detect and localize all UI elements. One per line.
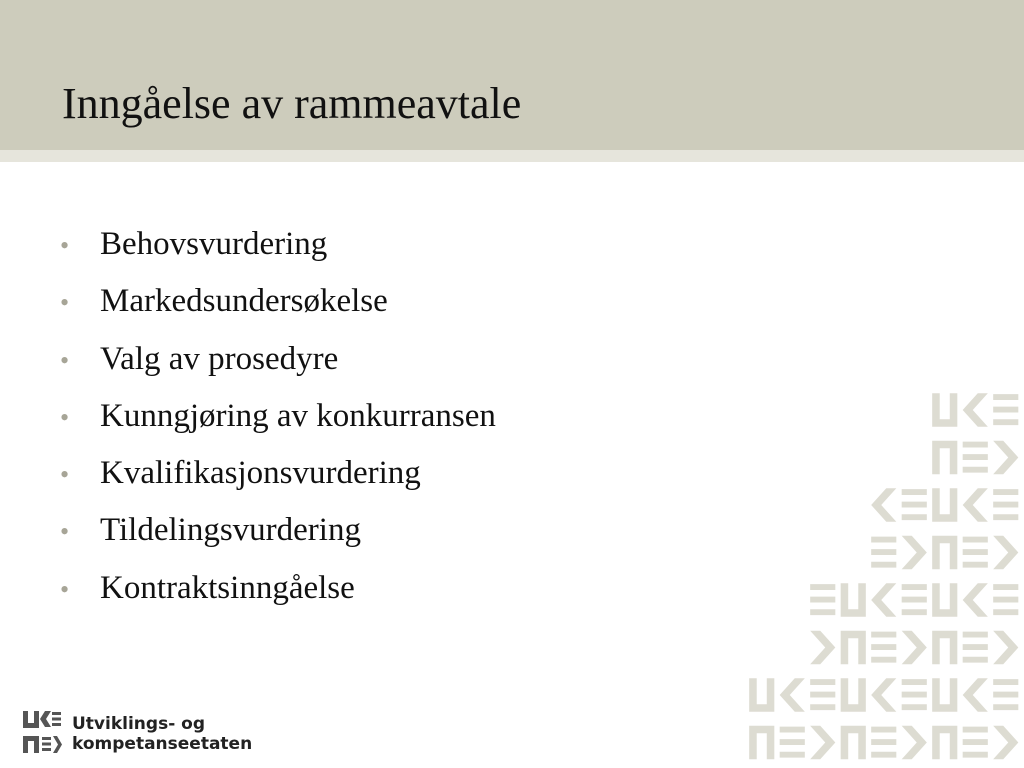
pattern-glyph xyxy=(993,394,1018,425)
pattern-glyph xyxy=(932,536,957,570)
pattern-glyph xyxy=(993,726,1018,760)
pattern-glyph xyxy=(749,678,774,712)
bullet-item xyxy=(60,394,496,451)
pattern-glyph xyxy=(993,584,1018,615)
pattern-glyph xyxy=(810,584,835,615)
pattern-glyph xyxy=(932,678,957,712)
bullet-text: Markedsundersøkelse xyxy=(100,283,388,320)
bullet-dot-icon: • xyxy=(60,288,70,318)
decorative-glyph-pattern xyxy=(690,380,1024,768)
bullet-item xyxy=(60,508,496,565)
pattern-glyph xyxy=(902,584,927,615)
bullet-dot-icon: • xyxy=(60,402,70,432)
pattern-glyph xyxy=(871,678,896,712)
pattern-glyph xyxy=(902,489,927,520)
pattern-glyph xyxy=(841,631,866,665)
pattern-glyph xyxy=(963,537,988,568)
pattern-glyph xyxy=(993,441,1018,475)
pattern-glyph xyxy=(932,393,957,427)
bullet-text: Valg av prosedyre xyxy=(100,340,339,377)
bullet-item xyxy=(60,279,496,336)
pattern-glyph xyxy=(963,488,988,522)
bullet-item xyxy=(60,451,496,508)
pattern-glyph xyxy=(993,489,1018,520)
pattern-glyph xyxy=(841,583,866,617)
pattern-rows xyxy=(749,393,1018,759)
pattern-glyph xyxy=(963,678,988,712)
pattern-glyph xyxy=(780,727,805,758)
pattern-glyph xyxy=(810,726,835,760)
organization-name-line2: kompetanseetaten xyxy=(72,734,253,754)
pattern-glyph xyxy=(871,537,896,568)
pattern-glyph xyxy=(780,678,805,712)
bullet-dot-icon: • xyxy=(60,345,70,375)
pattern-glyph xyxy=(963,442,988,473)
bullet-list xyxy=(60,222,496,623)
bullet-dot-icon: • xyxy=(60,574,70,604)
bullet-item xyxy=(60,566,496,623)
pattern-glyph xyxy=(871,632,896,663)
header-strip xyxy=(0,150,1024,162)
pattern-glyph xyxy=(963,632,988,663)
pattern-glyph xyxy=(963,393,988,427)
organization-name-line1: Utviklings- og xyxy=(72,714,206,734)
pattern-glyph xyxy=(963,727,988,758)
pattern-glyph xyxy=(993,536,1018,570)
pattern-glyph xyxy=(810,631,835,665)
bullet-text: Behovsvurdering xyxy=(100,226,328,262)
pattern-glyph xyxy=(871,727,896,758)
bullet-dot-icon: • xyxy=(60,231,70,260)
pattern-glyph xyxy=(902,679,927,710)
pattern-glyph xyxy=(902,631,927,665)
bullet-text: Kvalifikasjonsvurdering xyxy=(100,455,421,492)
bullet-dot-icon: • xyxy=(60,517,70,547)
bullet-text: Kunngjøring av konkurransen xyxy=(100,397,496,434)
pattern-glyph xyxy=(932,631,957,665)
pattern-glyph xyxy=(932,583,957,617)
pattern-glyph xyxy=(932,441,957,475)
pattern-glyph xyxy=(871,583,896,617)
pattern-glyph xyxy=(963,583,988,617)
pattern-glyph xyxy=(841,726,866,760)
bullet-dot-icon: • xyxy=(60,460,70,490)
pattern-glyph xyxy=(841,678,866,712)
bullet-text: Kontraktsinngåelse xyxy=(100,569,355,606)
bullet-item xyxy=(60,337,496,394)
slide-title: Inngåelse av rammeavtale xyxy=(62,79,522,128)
pattern-glyph xyxy=(749,726,774,760)
pattern-glyph xyxy=(902,726,927,760)
organization-name xyxy=(72,714,252,754)
bullet-text: Tildelingsvurdering xyxy=(100,512,361,549)
uke-logo-icon xyxy=(22,710,62,754)
pattern-glyph xyxy=(993,679,1018,710)
pattern-glyph xyxy=(932,488,957,522)
bullet-item xyxy=(60,222,496,279)
pattern-glyph xyxy=(932,726,957,760)
pattern-glyph xyxy=(993,631,1018,665)
pattern-glyph xyxy=(871,488,896,522)
pattern-glyph xyxy=(902,536,927,570)
pattern-glyph xyxy=(810,679,835,710)
